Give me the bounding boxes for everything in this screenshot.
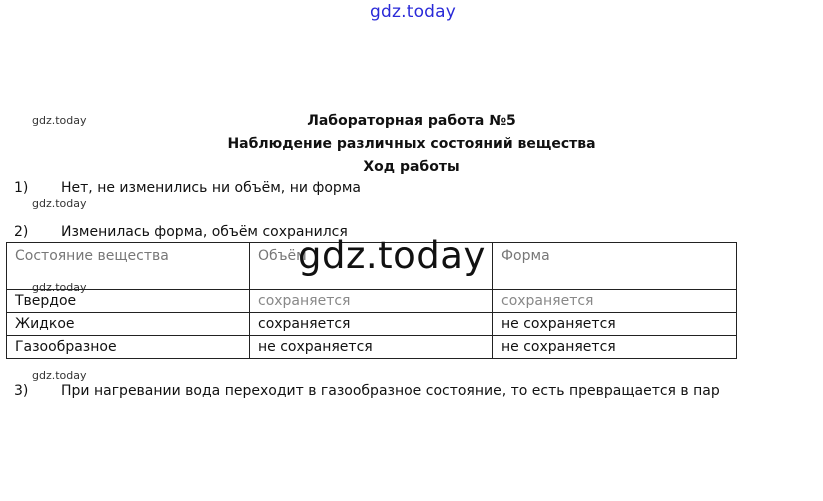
watermark-large: gdz.today	[298, 234, 486, 277]
table-cell: не сохраняется	[250, 336, 493, 359]
table-cell: сохраняется	[250, 290, 493, 313]
section-heading: Ход работы	[363, 159, 460, 175]
lab-title: Лабораторная работа №5	[307, 113, 516, 129]
table-cell: Жидкое	[7, 313, 250, 336]
column-header: Форма	[493, 243, 737, 290]
item-number: 2)	[14, 224, 29, 240]
table-cell: Твердое	[7, 290, 250, 313]
table-cell: не сохраняется	[493, 336, 737, 359]
item-number: 1)	[14, 180, 29, 196]
answer-item-3	[14, 383, 720, 399]
item-number: 3)	[14, 383, 29, 399]
column-header: Состояние вещества	[7, 243, 250, 290]
table-cell: не сохраняется	[493, 313, 737, 336]
table-row	[7, 336, 737, 359]
lab-subtitle: Наблюдение различных состояний вещества	[227, 136, 596, 152]
table-cell: сохраняется	[250, 313, 493, 336]
table-cell: сохраняется	[493, 290, 737, 313]
column-header: Объём	[250, 243, 493, 290]
watermark-small: gdz.today	[32, 197, 87, 210]
table-row	[7, 313, 737, 336]
item-text: Нет, не изменились ни объём, ни форма	[61, 180, 361, 196]
answer-item-1	[14, 180, 361, 196]
watermark-top: gdz.today	[370, 2, 457, 22]
item-text: Изменилась форма, объём сохранился	[61, 224, 348, 240]
item-text: При нагревании вода переходит в газообразное состояние, то есть превращается в пар	[61, 383, 720, 399]
table-cell: Газообразное	[7, 336, 250, 359]
table-row	[7, 290, 737, 313]
watermark-small: gdz.today	[32, 281, 87, 294]
watermark-small: gdz.today	[32, 114, 87, 127]
watermark-small: gdz.today	[32, 369, 87, 382]
